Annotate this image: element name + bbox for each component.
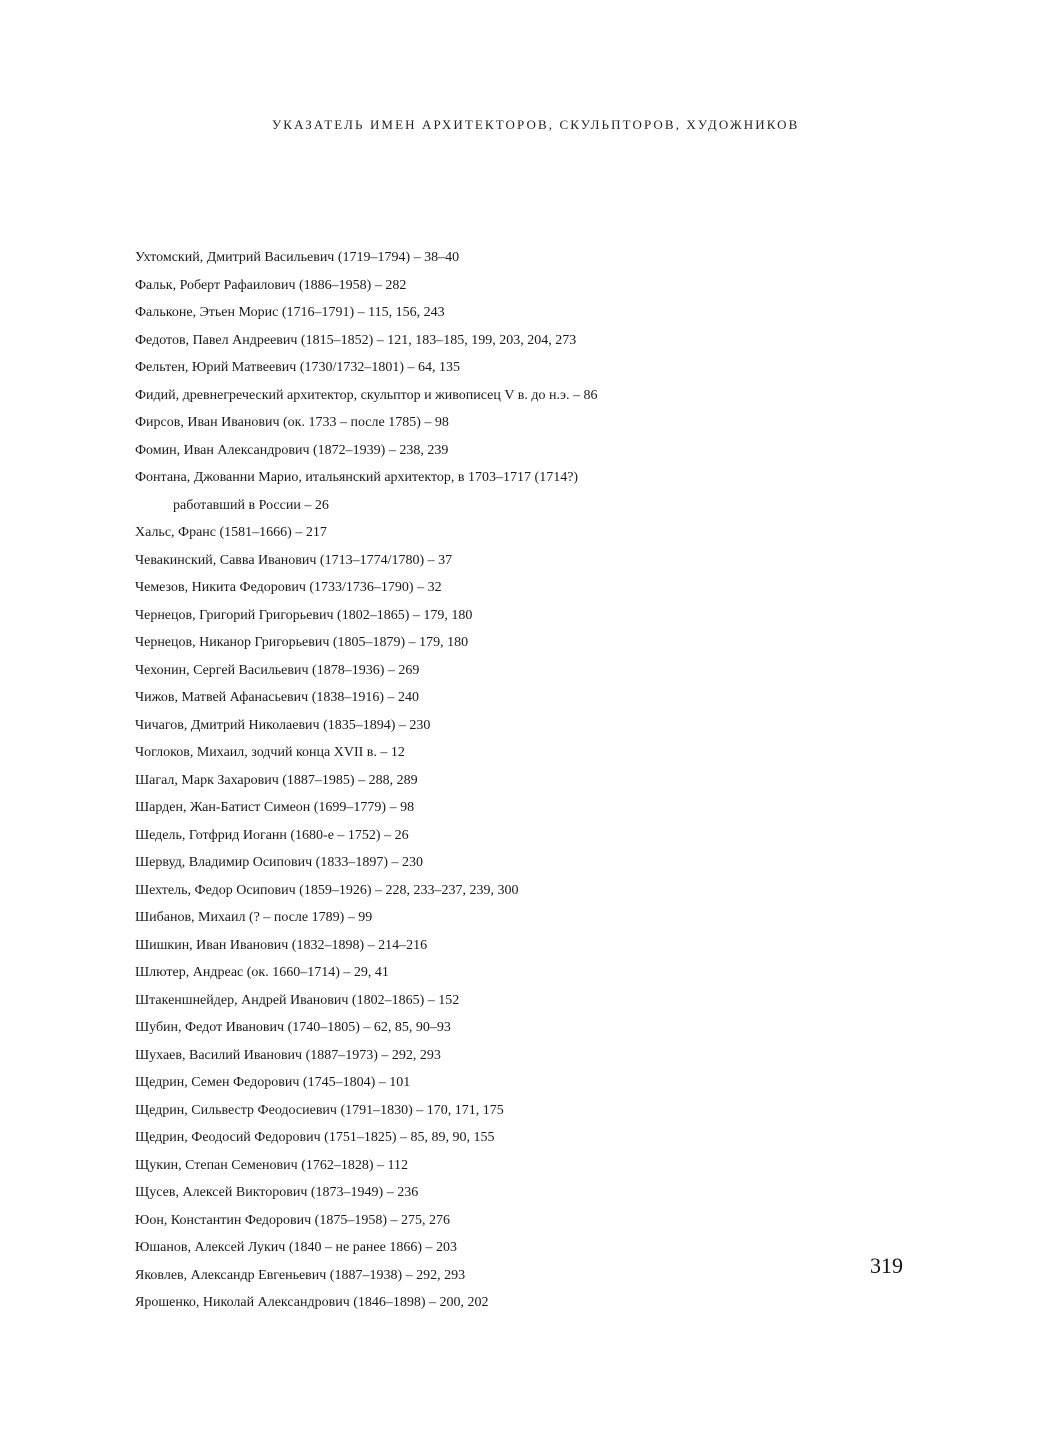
index-entry: Фомин, Иван Александрович (1872–1939) – 238, 239 [135,442,449,458]
index-entry: Фирсов, Иван Иванович (ок. 1733 – после 1785) – 98 [135,415,449,430]
index-entry: Щусев, Алексей Викторович (1873–1949) – 236 [135,1185,419,1200]
index-entry: Шишкин, Иван Иванович (1832–1898) – 214–216 [135,937,428,953]
index-entry: Шехтель, Федор Осипович (1859–1926) – 228, 233–237, 239, 300 [135,882,519,898]
index-entry: Чевакинский, Савва Иванович (1713–1774/1780) – 37 [135,552,453,568]
running-header: УКАЗАТЕЛЬ ИМЕН АРХИТЕКТОРОВ, СКУЛЬПТОРОВ, ХУДОЖНИКОВ [272,117,800,132]
index-entry: Щедрин, Семен Федорович (1745–1804) – 101 [135,1075,411,1090]
index-entry: Чичагов, Дмитрий Николаевич (1835–1894) – 230 [135,717,431,733]
index-entry: Чехонин, Сергей Васильевич (1878–1936) – 269 [135,662,420,678]
index-entry: Хальс, Франс (1581–1666) – 217 [135,525,327,540]
index-entry: Фидий, древнегреческий архитектор, скульптор и живописец V в. до н.э. – 86 [135,387,598,403]
index-entry: Шухаев, Василий Иванович (1887–1973) – 292, 293 [135,1047,441,1063]
index-entry: Штакеншнейдер, Андрей Иванович (1802–1865) – 152 [135,992,460,1008]
index-entry: Шервуд, Владимир Осипович (1833–1897) – 230 [135,855,423,870]
index-entry-continuation: работавший в России – 26 [173,497,329,513]
name-index-list [135,244,835,1317]
index-entry: Фальконе, Этьен Морис (1716–1791) – 115, 156, 243 [135,305,445,320]
index-entry: Щукин, Степан Семенович (1762–1828) – 112 [135,1157,408,1173]
index-entry: Фонтана, Джованни Марио, итальянский архитектор, в 1703–1717 (1714?) [135,470,579,485]
index-entry: Фальк, Роберт Рафаилович (1886–1958) – 282 [135,277,407,293]
index-entry: Федотов, Павел Андреевич (1815–1852) – 121, 183–185, 199, 203, 204, 273 [135,332,577,348]
index-entry: Чемезов, Никита Федорович (1733/1736–1790) – 32 [135,580,442,595]
index-entry: Шлютер, Андреас (ок. 1660–1714) – 29, 41 [135,965,389,980]
index-entry: Чижов, Матвей Афанасьевич (1838–1916) – 240 [135,690,420,705]
page-number: 319 [870,1253,903,1278]
index-entry: Шибанов, Михаил (? – после 1789) – 99 [135,910,373,925]
index-entry: Щедрин, Феодосий Федорович (1751–1825) – 85, 89, 90, 155 [135,1130,495,1145]
index-entry: Чернецов, Никанор Григорьевич (1805–1879) – 179, 180 [135,635,469,650]
index-entry: Шубин, Федот Иванович (1740–1805) – 62, 85, 90–93 [135,1020,451,1035]
index-entry: Юшанов, Алексей Лукич (1840 – не ранее 1866) – 203 [135,1240,457,1255]
index-entry: Шедель, Готфрид Иоганн (1680-е – 1752) – 26 [135,827,409,843]
index-entry: Ухтомский, Дмитрий Васильевич (1719–1794) – 38–40 [135,250,460,265]
index-entry: Щедрин, Сильвестр Феодосиевич (1791–1830) – 170, 171, 175 [135,1102,504,1118]
index-entry: Чернецов, Григорий Григорьевич (1802–1865) – 179, 180 [135,607,473,623]
index-entry: Фельтен, Юрий Матвеевич (1730/1732–1801) – 64, 135 [135,360,461,375]
index-entry: Чоглоков, Михаил, зодчий конца XVII в. – 12 [135,745,405,760]
index-entry: Ярошенко, Николай Александрович (1846–1898) – 200, 202 [135,1295,489,1310]
index-entry: Яковлев, Александр Евгеньевич (1887–1938) – 292, 293 [135,1267,466,1283]
index-entry: Шарден, Жан-Батист Симеон (1699–1779) – 98 [135,800,415,815]
index-entry: Юон, Константин Федорович (1875–1958) – 275, 276 [135,1212,451,1228]
index-entry: Шагал, Марк Захарович (1887–1985) – 288, 289 [135,772,418,788]
